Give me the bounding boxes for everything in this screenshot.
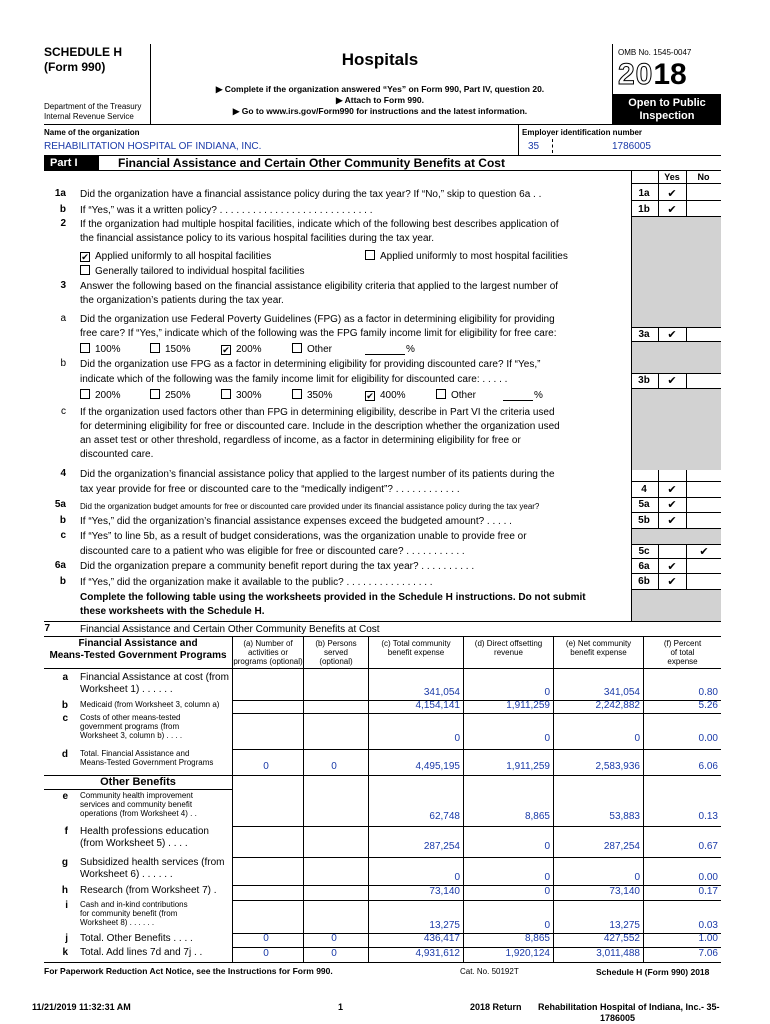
form-title: Hospitals [341, 50, 419, 69]
q3-num: 3 [60, 280, 66, 291]
table-cell-e: 2,583,936 [595, 761, 640, 772]
table-row-desc: Medicaid (from Worksheet 3, column a) [80, 700, 220, 709]
q3a-text-1: Did the organization use Federal Poverty Guidelines (FPG) as a factor in determining eligibility for providing [80, 314, 555, 325]
fpg-disc-200[interactable]: 200% [80, 389, 121, 402]
table-row-desc: Community health improvement [80, 791, 193, 800]
table-cell-c: 13,275 [429, 920, 460, 931]
table-cell-c: 287,254 [423, 841, 460, 852]
table-row-desc: Subsidized health services (from [80, 857, 225, 868]
q3c-text-4: discounted care. [80, 449, 154, 460]
ein-suffix: 1786005 [612, 141, 651, 152]
ein-prefix: 35 [528, 141, 540, 152]
table-row-desc: Research (from Worksheet 7) . [80, 885, 217, 896]
table-row-divider [232, 713, 721, 714]
check-5b-yes[interactable]: ✔ [667, 515, 677, 527]
table-cell-c: 4,931,612 [415, 948, 460, 959]
table-cell-c: 62,748 [429, 811, 460, 822]
page-number: 1 [338, 1002, 344, 1012]
table-row-letter: j [65, 933, 68, 944]
fpg-disc-250-checkbox[interactable] [150, 389, 160, 399]
answer-label-1a: 1a [638, 188, 650, 199]
table-cell-e: 13,275 [609, 920, 640, 931]
table-row-desc: government programs (from [80, 722, 180, 731]
check-6b-yes[interactable]: ✔ [667, 576, 677, 588]
table-cell-f: 0.17 [698, 886, 718, 897]
instruction-3: ▶ Go to www.irs.gov/Form990 for instructions and the latest information. [232, 106, 528, 116]
answer-label-1b: 1b [638, 204, 650, 215]
table-row-desc: Total. Add lines 7d and 7j . . [80, 947, 203, 958]
col-a-header: (a) Number of activities or programs (optional) [233, 639, 303, 666]
table-row-letter: a [62, 672, 68, 683]
footer-org-2: 1786005 [600, 1013, 636, 1023]
q6b-text: If “Yes,” did the organization make it available to the public? . . . . . . . . . . . . . . . . [80, 577, 433, 588]
table-row-letter: i [65, 900, 68, 911]
table-cell-e: 0 [634, 733, 640, 744]
q6a-text: Did the organization prepare a community benefit report during the tax year? . . . . . . . . . . [80, 561, 475, 572]
answer-label-4: 4 [641, 484, 647, 495]
table-row-desc: Means-Tested Government Programs [80, 758, 214, 767]
check-1b-yes[interactable]: ✔ [667, 204, 677, 216]
q3-text-2: the organization’s patients during the tax year. [80, 295, 284, 306]
table-cell-dd: 0 [544, 886, 550, 897]
table-cell-dd: 1,920,124 [505, 948, 550, 959]
table-cell-f: 7.06 [698, 948, 718, 959]
q2-option-1-checkbox[interactable]: ✔ [81, 252, 89, 262]
table-cell-c: 436,417 [423, 933, 460, 944]
fpg-disc-pct: % [534, 390, 543, 401]
table-cell-f: 5.26 [698, 700, 718, 711]
answer-label-5b: 5b [638, 515, 650, 526]
q5c-text-2: discounted care to a patient who was eligible for free or discounted care? . . . . . . . . . . . [80, 546, 465, 557]
q3b-text-2: indicate which of the following was the family income limit for eligibility for discounted care: . . . . . [80, 374, 508, 385]
answer-label-5a: 5a [638, 499, 650, 510]
table-row-desc: Total. Financial Assistance and [80, 749, 190, 758]
table-cell-a: 0 [263, 948, 269, 959]
table-row-divider [232, 900, 721, 901]
form-label: (Form 990) [44, 60, 106, 74]
table-cell-f: 1.00 [698, 933, 718, 944]
check-5c-no[interactable]: ✔ [699, 546, 709, 558]
answer-label-5c: 5c [638, 546, 650, 557]
col-b-header: (b) Persons served (optional) [315, 639, 357, 666]
table-cell-f: 0.13 [698, 811, 718, 822]
check-1a-yes[interactable]: ✔ [667, 188, 677, 200]
instruction-2: ▶ Attach to Form 990. [336, 95, 424, 105]
table-row-letter: h [61, 885, 68, 896]
other-benefits-header: Other Benefits [100, 776, 176, 788]
q3b-num: b [60, 358, 66, 369]
fpg-free-100[interactable]: 100% [80, 343, 121, 356]
table-cell-b: 0 [331, 933, 337, 944]
table-row-desc: Worksheet 3, column b) . . . . [80, 731, 183, 740]
q7-num: 7 [44, 623, 50, 634]
org-name: REHABILITATION HOSPITAL OF INDIANA, INC. [44, 141, 262, 152]
table-row-letter: e [62, 791, 68, 802]
check-3a-yes[interactable]: ✔ [667, 329, 677, 341]
fpg-disc-350[interactable]: 350% [292, 389, 333, 402]
table-cell-dd: 0 [544, 872, 550, 883]
fpg-disc-300-checkbox[interactable] [221, 389, 231, 399]
table-cell-f: 0.03 [698, 920, 718, 931]
table-row-letter: b [61, 700, 68, 711]
table-cell-f: 0.67 [698, 841, 718, 852]
q2-num: 2 [60, 218, 66, 229]
q2-option-1[interactable]: ✔ Applied uniformly to all hospital facilities [81, 251, 272, 262]
table-cell-dd: 1,911,259 [506, 761, 550, 772]
table-cell-e: 0 [634, 872, 640, 883]
table-row-desc: (from Worksheet 5) . . . . [80, 838, 188, 849]
instruction-1: ▶ Complete if the organization answered “Yes” on Form 990, Part IV, question 20. [215, 84, 545, 94]
q3-text-1: Answer the following based on the financial assistance eligibility criteria that applied to the largest number of [80, 281, 559, 292]
org-name-label: Name of the organization [44, 128, 140, 137]
table-cell-e: 287,254 [603, 841, 640, 852]
q7-text: Financial Assistance and Certain Other Community Benefits at Cost [80, 624, 380, 635]
q4-text-1: Did the organization’s financial assistance policy that applied to the largest number of its patients during the [80, 469, 555, 480]
table-row-desc: services and community benefit [80, 800, 193, 809]
table-cell-dd: 0 [544, 920, 550, 931]
col-f-header: (f) Percent of total expense [663, 639, 702, 666]
q2-text-1: If the organization had multiple hospital facilities, indicate which of the following best describes application of [80, 219, 559, 230]
table-cell-a: 0 [263, 933, 269, 944]
q2-option-3[interactable]: Generally tailored to individual hospital facilities [80, 265, 305, 278]
footer-org-1: Rehabilitation Hospital of Indiana, Inc.- 35- [538, 1002, 720, 1012]
table-row-desc: operations (from Worksheet 4) . . [80, 809, 197, 818]
fpg-disc-400-checkbox[interactable]: ✔ [366, 391, 374, 401]
q3c-text-2: for determining eligibility for free or discounted care. Include in the description whether the organization used [80, 421, 560, 432]
check-5a-yes[interactable]: ✔ [667, 499, 677, 511]
fpg-disc-400[interactable]: ✔ 400% [366, 390, 406, 401]
q4-num: 4 [60, 468, 66, 479]
table-cell-e: 53,883 [609, 811, 640, 822]
col-c-header: (c) Total community benefit expense [381, 639, 451, 657]
q2-option-3-checkbox[interactable] [80, 265, 90, 275]
return-year: 2018 Return [470, 1002, 522, 1012]
fpg-disc-300[interactable]: 300% [221, 389, 262, 402]
part-title: Financial Assistance and Certain Other Community Benefits at Cost [118, 156, 505, 170]
q5c-text-1: If “Yes” to line 5b, as a result of budget considerations, was the organization unable to provide free or [80, 531, 527, 542]
paperwork-notice: For Paperwork Reduction Act Notice, see the Instructions for Form 990. [44, 966, 333, 976]
q6b-num: b [59, 576, 66, 587]
fpg-free-other[interactable]: Other [292, 343, 332, 356]
open-to-public-badge: Open to Public Inspection [613, 95, 721, 125]
table-row-divider [232, 775, 721, 776]
table-cell-c: 0 [454, 733, 460, 744]
q1b-num: b [59, 204, 66, 215]
fpg-free-200-checkbox[interactable]: ✔ [222, 345, 230, 355]
table-cell-f: 0.00 [698, 733, 718, 744]
q3a-num: a [60, 313, 66, 324]
q1a-text: Did the organization have a financial assistance policy during the tax year? If “No,” skip to question 6a . . [80, 189, 542, 200]
irs-label: Internal Revenue Service [44, 112, 134, 121]
table-cell-f: 6.06 [698, 761, 718, 772]
q3a-text-2: free care? If “Yes,” indicate which of the following was the FPG family income limit for eligibility for free care: [80, 328, 557, 339]
q3c-text-1: If the organization used factors other than FPG in determining eligibility, describe in Part VI the criteria used [80, 407, 555, 418]
table-header-desc: Financial Assistance and Means-Tested Government Programs [49, 638, 227, 661]
q3b-text-1: Did the organization use FPG as a factor in determining eligibility for providing discounted care? If “Yes,” [80, 359, 541, 370]
q2-text-2: the financial assistance policy to its various hospital facilities during the tax year. [80, 233, 435, 244]
fpg-disc-350-checkbox[interactable] [292, 389, 302, 399]
dept-label: Department of the Treasury [44, 102, 142, 111]
table-cell-dd: 1,911,259 [506, 700, 550, 711]
fpg-disc-200-checkbox[interactable] [80, 389, 90, 399]
q6a-num: 6a [54, 560, 66, 571]
table-cell-f: 0.80 [698, 687, 718, 698]
table-cell-b: 0 [331, 948, 337, 959]
table-cell-e: 2,242,882 [595, 700, 640, 711]
table-cell-b: 0 [331, 761, 337, 772]
table-cell-dd: 8,865 [524, 933, 550, 944]
table-row-desc: Total. Other Benefits . . . . [80, 933, 193, 944]
table-row-desc: Worksheet 8) . . . . . . [80, 918, 155, 927]
fpg-free-200[interactable]: ✔ 200% [222, 344, 262, 355]
q1b-text: If “Yes,” was it a written policy? . . . . . . . . . . . . . . . . . . . . . . . . . . . . [80, 205, 373, 216]
q5c-num: c [60, 530, 66, 541]
q5b-text: If “Yes,” did the organization’s financial assistance expenses exceed the budgeted amount? . . . . . [80, 516, 512, 527]
fpg-free-150[interactable]: 150% [150, 343, 191, 356]
table-cell-e: 3,011,488 [596, 948, 640, 959]
table-row-desc: Costs of other means-tested [80, 713, 181, 722]
table-cell-f: 0.00 [698, 872, 718, 883]
table-cell-c: 4,495,195 [415, 761, 460, 772]
check-3b-yes[interactable]: ✔ [667, 375, 677, 387]
table-cell-dd: 0 [544, 733, 550, 744]
fpg-free-other-checkbox[interactable] [292, 343, 302, 353]
q2-option-2[interactable]: Applied uniformly to most hospital facilities [365, 250, 568, 263]
schedule-label: SCHEDULE H [44, 45, 123, 59]
table-row-desc: for community benefit (from [80, 909, 178, 918]
table-row-letter: g [61, 857, 68, 868]
q3c-num: c [61, 406, 66, 417]
table-row-desc: Worksheet 6) . . . . . . [80, 869, 173, 880]
table-row-desc: Health professions education [80, 826, 209, 837]
table-row-letter: d [61, 749, 68, 760]
omb-number: OMB No. 1545-0047 [618, 48, 692, 57]
answer-label-6a: 6a [638, 561, 650, 572]
tax-year: 2018 [618, 58, 687, 91]
answer-label-6b: 6b [638, 576, 650, 587]
cat-number: Cat. No. 50192T [460, 967, 519, 976]
fpg-free-150-checkbox[interactable] [150, 343, 160, 353]
q2-option-2-checkbox[interactable] [365, 250, 375, 260]
ein-label: Employer identification number [522, 128, 643, 137]
answer-label-3a: 3a [638, 329, 650, 340]
q1a-num: 1a [54, 188, 66, 199]
q5a-text: Did the organization budget amounts for free or discounted care provided under its financial assistance policy during the tax year? [80, 502, 540, 511]
table-row-desc: Cash and in-kind contributions [80, 900, 188, 909]
check-4-yes[interactable]: ✔ [667, 484, 677, 496]
table-cell-e: 73,140 [609, 886, 640, 897]
schedule-footer: Schedule H (Form 990) 2018 [596, 967, 710, 977]
answer-label-3b: 3b [638, 375, 650, 386]
fpg-free-pct: % [406, 344, 415, 355]
table-row-letter: c [62, 713, 68, 724]
fpg-disc-other-checkbox[interactable] [436, 389, 446, 399]
print-date: 11/21/2019 11:32:31 AM [32, 1002, 131, 1012]
fpg-disc-other[interactable]: Other [436, 389, 476, 402]
col-d-header: (d) Direct offsetting revenue [474, 639, 543, 657]
table-cell-c: 341,054 [423, 687, 460, 698]
table-row-divider [232, 749, 721, 750]
yes-header: Yes [664, 172, 680, 182]
q5a-num: 5a [54, 499, 66, 510]
table-row-divider [232, 857, 721, 858]
table-row-divider [232, 826, 721, 827]
table-cell-e: 427,552 [603, 933, 640, 944]
table-cell-dd: 8,865 [524, 811, 550, 822]
q5b-num: b [59, 515, 66, 526]
table-row-desc: Financial Assistance at cost (from [80, 672, 229, 683]
check-6a-yes[interactable]: ✔ [667, 561, 677, 573]
part-badge: Part I [44, 156, 99, 170]
table-cell-dd: 0 [544, 687, 550, 698]
table-cell-e: 341,054 [603, 687, 640, 698]
q6c-text-2: these worksheets with the Schedule H. [80, 606, 265, 617]
table-row-desc: Worksheet 1) . . . . . . [80, 684, 173, 695]
table-cell-a: 0 [263, 761, 269, 772]
table-cell-dd: 0 [544, 841, 550, 852]
q3c-text-3: an asset test or other threshold, regardless of income, as a factor in determining eligibility for free or [80, 435, 521, 446]
table-row-letter: k [62, 947, 68, 958]
col-e-header: (e) Net community benefit expense [565, 639, 632, 657]
table-cell-c: 4,154,141 [415, 700, 460, 711]
no-header: No [697, 172, 710, 182]
table-cell-c: 0 [454, 872, 460, 883]
q4-text-2: tax year provide for free or discounted care to the “medically indigent”? . . . . . . . . . . . . [80, 484, 460, 495]
q6c-text-1: Complete the following table using the worksheets provided in the Schedule H instructions. Do not submit [80, 592, 586, 603]
table-row-letter: f [64, 826, 68, 837]
fpg-free-100-checkbox[interactable] [80, 343, 90, 353]
fpg-disc-250[interactable]: 250% [150, 389, 191, 402]
table-cell-c: 73,140 [429, 886, 460, 897]
